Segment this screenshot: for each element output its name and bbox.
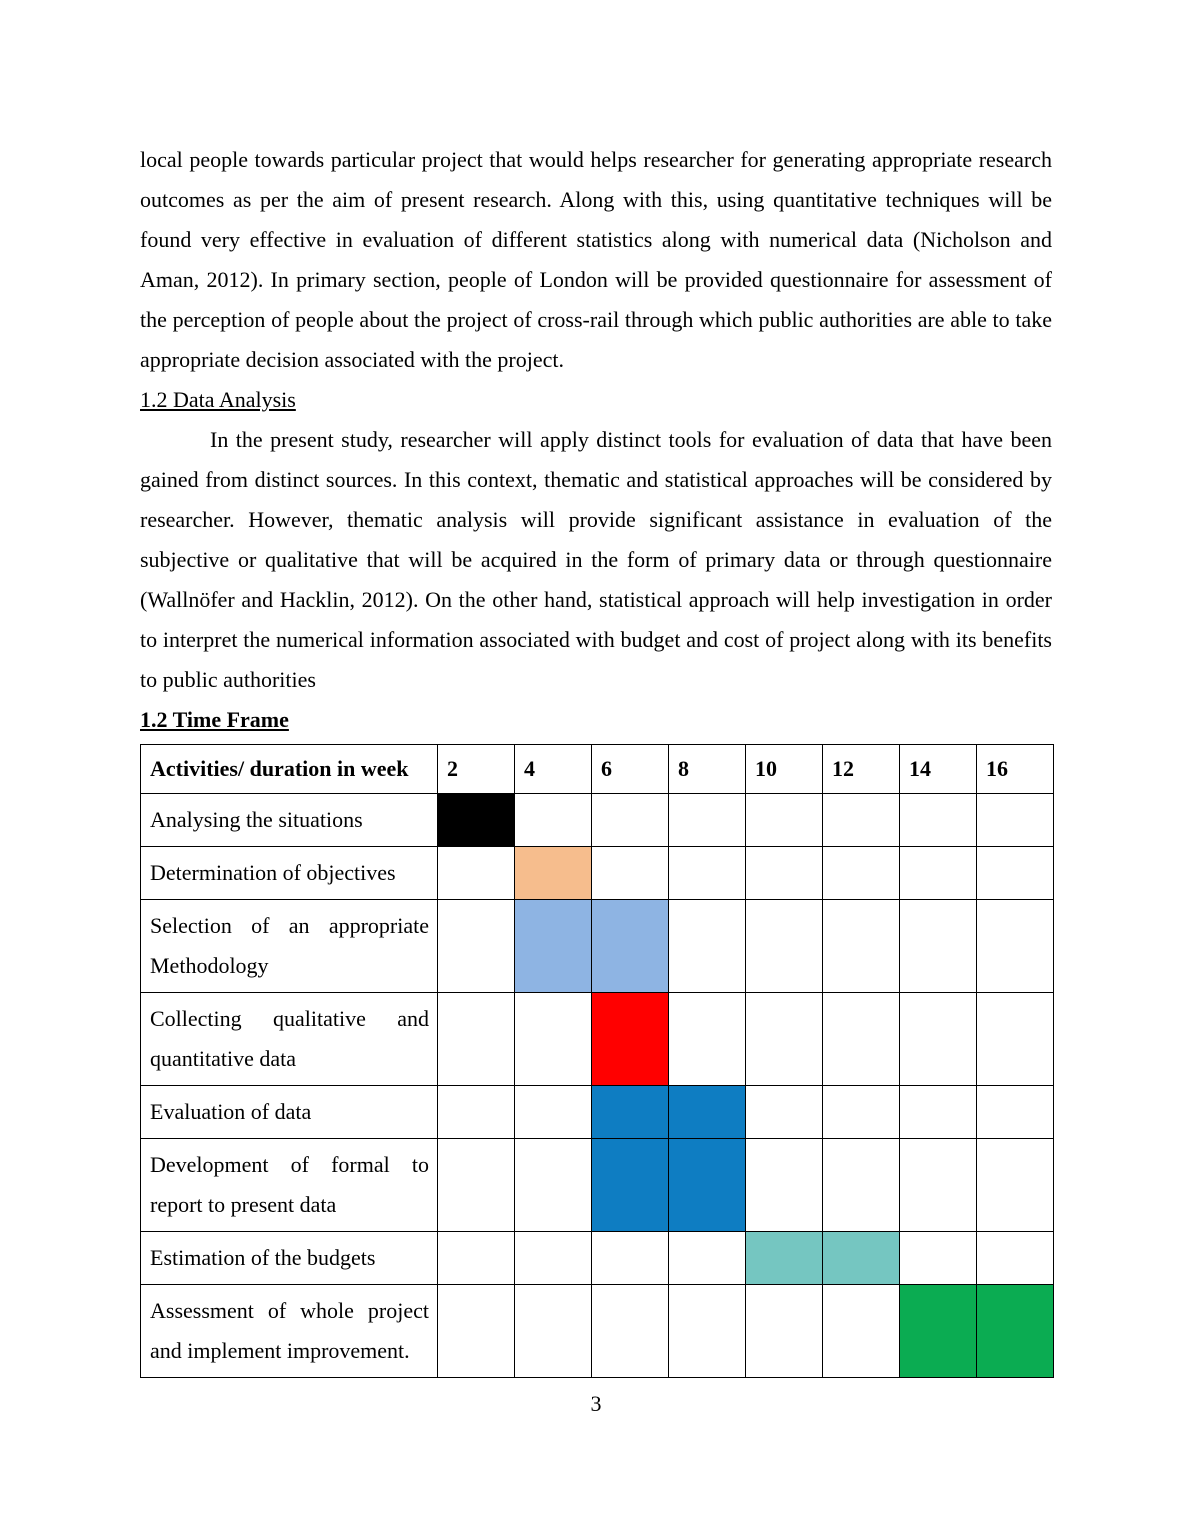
- gantt-empty-cell: [438, 1139, 515, 1232]
- table-row: [141, 1232, 1054, 1285]
- gantt-empty-cell: [746, 1139, 823, 1232]
- gantt-empty-cell: [515, 1232, 592, 1285]
- gantt-empty-cell: [900, 1232, 977, 1285]
- gantt-empty-cell: [746, 993, 823, 1086]
- table-header-week-8: 8: [669, 745, 746, 794]
- gantt-empty-cell: [592, 794, 669, 847]
- gantt-empty-cell: [900, 900, 977, 993]
- gantt-empty-cell: [746, 847, 823, 900]
- gantt-empty-cell: [515, 794, 592, 847]
- gantt-empty-cell: [515, 993, 592, 1086]
- table-row: [141, 900, 1054, 993]
- paragraph-data-analysis: In the present study, researcher will apply distinct tools for evaluation of data that have been gained from distinct sources. In this context, thematic and statistical approaches will be considered by researcher. However, thematic analysis will provide significant assistance in evaluation of the subjective or qualitative that will be acquired in the form of primary data or through questionnaire (Wallnöfer and Hacklin, 2012). On the other hand, statistical approach will help investigation in order to interpret the numerical information associated with budget and cost of project along with its benefits to public authorities: [140, 427, 1052, 692]
- page-number: 3: [590, 1391, 602, 1416]
- activity-label: Estimation of the budgets: [141, 1232, 438, 1285]
- gantt-empty-cell: [977, 847, 1054, 900]
- heading-time-frame: [140, 700, 1052, 740]
- table-row: [141, 794, 1054, 847]
- gantt-filled-cell: [977, 1285, 1054, 1378]
- gantt-empty-cell: [823, 1285, 900, 1378]
- table-header-week-6: 6: [592, 745, 669, 794]
- table-header-week-4: 4: [515, 745, 592, 794]
- gantt-empty-cell: [977, 794, 1054, 847]
- gantt-empty-cell: [900, 1086, 977, 1139]
- gantt-filled-cell: [592, 1139, 669, 1232]
- gantt-empty-cell: [515, 1139, 592, 1232]
- gantt-empty-cell: [823, 1086, 900, 1139]
- gantt-empty-cell: [977, 1086, 1054, 1139]
- table-row: [141, 993, 1054, 1086]
- gantt-empty-cell: [669, 794, 746, 847]
- gantt-empty-cell: [977, 993, 1054, 1086]
- gantt-filled-cell: [592, 993, 669, 1086]
- gantt-empty-cell: [977, 1232, 1054, 1285]
- gantt-filled-cell: [669, 1139, 746, 1232]
- activity-label: Assessment of whole project and implement improvement.: [141, 1285, 438, 1378]
- gantt-empty-cell: [438, 900, 515, 993]
- table-header-week-12: 12: [823, 745, 900, 794]
- table-row: [141, 847, 1054, 900]
- time-frame-table: [140, 744, 1054, 1378]
- gantt-filled-cell: [438, 794, 515, 847]
- gantt-filled-cell: [900, 1285, 977, 1378]
- activity-label: Analysing the situations: [141, 794, 438, 847]
- table-header-week-2: 2: [438, 745, 515, 794]
- gantt-filled-cell: [823, 1232, 900, 1285]
- activity-label: Selection of an appropriate Methodology: [141, 900, 438, 993]
- paragraph-methodology: local people towards particular project that would helps researcher for generating appropriate research outcomes as per the aim of present research. Along with this, using quantitative techniques will be found very effective in evaluation of different statistics along with numerical data (Nicholson and Aman, 2012). In primary section, people of London will be provided questionnaire for assessment of the perception of people about the project of cross-rail through which public authorities are able to take appropriate decision associated with the project.: [140, 147, 1052, 372]
- time-frame-table-body: [141, 794, 1054, 1378]
- gantt-empty-cell: [669, 1232, 746, 1285]
- gantt-empty-cell: [438, 1086, 515, 1139]
- activity-label: Determination of objectives: [141, 847, 438, 900]
- gantt-empty-cell: [746, 1086, 823, 1139]
- gantt-empty-cell: [669, 993, 746, 1086]
- table-header-week-10: 10: [746, 745, 823, 794]
- activity-label: Evaluation of data: [141, 1086, 438, 1139]
- heading-data-analysis: [140, 380, 1052, 420]
- heading-time-frame-text: 1.2 Time Frame: [140, 707, 289, 732]
- table-row: [141, 1285, 1054, 1378]
- heading-data-analysis-text: 1.2 Data Analysis: [140, 387, 296, 412]
- gantt-empty-cell: [823, 847, 900, 900]
- gantt-empty-cell: [746, 1285, 823, 1378]
- gantt-empty-cell: [823, 900, 900, 993]
- gantt-empty-cell: [669, 847, 746, 900]
- gantt-empty-cell: [592, 1285, 669, 1378]
- gantt-empty-cell: [592, 1232, 669, 1285]
- gantt-empty-cell: [592, 847, 669, 900]
- activity-label: Collecting qualitative and quantitative data: [141, 993, 438, 1086]
- gantt-empty-cell: [823, 993, 900, 1086]
- table-header-row: [141, 745, 1054, 794]
- gantt-empty-cell: [438, 1285, 515, 1378]
- gantt-filled-cell: [746, 1232, 823, 1285]
- table-header-week-14: 14: [900, 745, 977, 794]
- gantt-filled-cell: [515, 847, 592, 900]
- gantt-empty-cell: [977, 1139, 1054, 1232]
- gantt-empty-cell: [823, 794, 900, 847]
- gantt-empty-cell: [438, 993, 515, 1086]
- gantt-filled-cell: [592, 900, 669, 993]
- gantt-filled-cell: [592, 1086, 669, 1139]
- gantt-empty-cell: [746, 900, 823, 993]
- gantt-filled-cell: [669, 1086, 746, 1139]
- gantt-empty-cell: [900, 847, 977, 900]
- table-header-activities: Activities/ duration in week: [141, 745, 438, 794]
- gantt-empty-cell: [823, 1139, 900, 1232]
- time-frame-table-head: [141, 745, 1054, 794]
- gantt-empty-cell: [669, 1285, 746, 1378]
- gantt-empty-cell: [438, 1232, 515, 1285]
- table-header-week-16: 16: [977, 745, 1054, 794]
- gantt-empty-cell: [900, 794, 977, 847]
- gantt-empty-cell: [746, 794, 823, 847]
- gantt-empty-cell: [438, 847, 515, 900]
- gantt-empty-cell: [669, 900, 746, 993]
- gantt-filled-cell: [515, 900, 592, 993]
- gantt-empty-cell: [977, 900, 1054, 993]
- gantt-empty-cell: [515, 1086, 592, 1139]
- gantt-empty-cell: [900, 1139, 977, 1232]
- activity-label: Development of formal to report to present data: [141, 1139, 438, 1232]
- table-row: [141, 1086, 1054, 1139]
- gantt-empty-cell: [515, 1285, 592, 1378]
- gantt-empty-cell: [900, 993, 977, 1086]
- table-row: [141, 1139, 1054, 1232]
